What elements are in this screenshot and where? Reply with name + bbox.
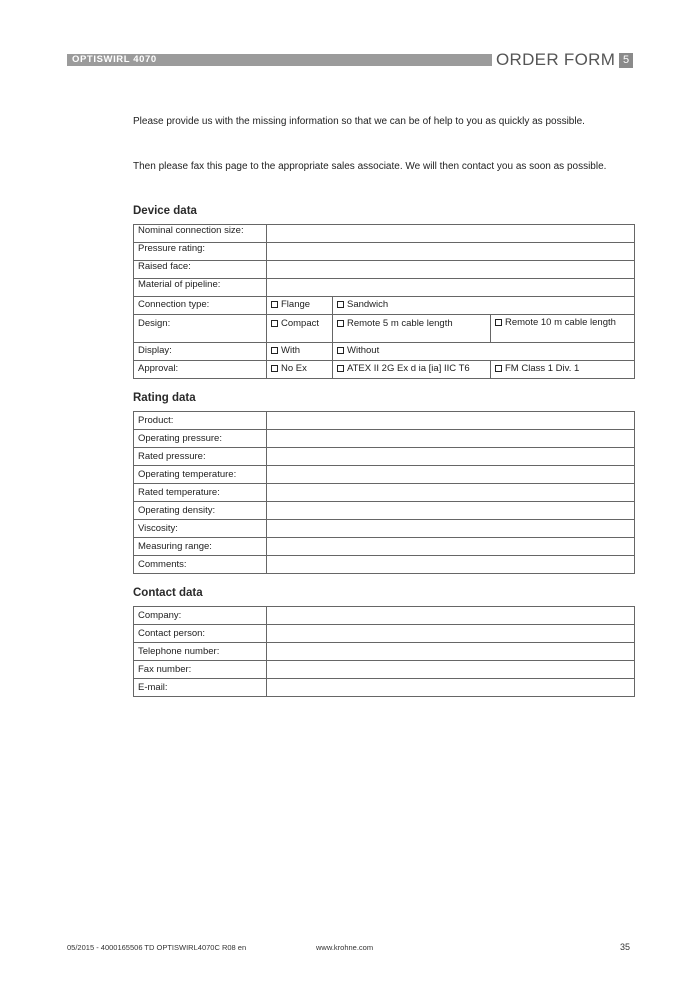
table-row: [134, 261, 635, 279]
table-row: [134, 556, 635, 574]
page-title: ORDER FORM: [496, 50, 616, 69]
telephone-field[interactable]: [267, 643, 635, 661]
material-field[interactable]: [267, 279, 635, 297]
company-label: Company:: [134, 607, 267, 625]
email-label: E-mail:: [134, 679, 267, 697]
connection-type-label: Connection type:: [134, 297, 267, 315]
table-row: [134, 466, 635, 484]
option-remote-5m[interactable]: Remote 5 m cable length: [333, 315, 491, 343]
option-with[interactable]: With: [267, 343, 333, 361]
email-field[interactable]: [267, 679, 635, 697]
contact-data-heading: Contact data: [133, 587, 203, 599]
company-field[interactable]: [267, 607, 635, 625]
intro-paragraph-2: Then please fax this page to the appropriate sales associate. We will then contact you as soon as possible.: [133, 161, 607, 172]
table-row: [134, 520, 635, 538]
table-row: [134, 279, 635, 297]
rated-temperature-field[interactable]: [267, 484, 635, 502]
device-data-heading: Device data: [133, 205, 197, 217]
comments-label: Comments:: [134, 556, 267, 574]
table-row: [134, 361, 635, 379]
table-row: [134, 643, 635, 661]
comments-field[interactable]: [267, 556, 635, 574]
table-row: [134, 430, 635, 448]
fax-field[interactable]: [267, 661, 635, 679]
operating-density-field[interactable]: [267, 502, 635, 520]
checkbox-icon[interactable]: [271, 320, 278, 327]
pressure-rating-field[interactable]: [267, 243, 635, 261]
checkbox-icon[interactable]: [495, 365, 502, 372]
table-row: [134, 625, 635, 643]
contact-data-table: [133, 606, 635, 697]
option-flange[interactable]: Flange: [267, 297, 333, 315]
nominal-size-field[interactable]: [267, 225, 635, 243]
rating-data-table: [133, 411, 635, 574]
table-row: [134, 484, 635, 502]
operating-temperature-label: Operating temperature:: [134, 466, 267, 484]
option-atex[interactable]: ATEX II 2G Ex d ia [ia] IIC T6: [333, 361, 491, 379]
table-row: [134, 661, 635, 679]
intro-paragraph-1: Please provide us with the missing information so that we can be of help to you as quickly as possible.: [133, 116, 585, 127]
rated-pressure-label: Rated pressure:: [134, 448, 267, 466]
raised-face-label: Raised face:: [134, 261, 267, 279]
display-label: Display:: [134, 343, 267, 361]
checkbox-icon[interactable]: [337, 320, 344, 327]
rated-temperature-label: Rated temperature:: [134, 484, 267, 502]
option-remote-10m[interactable]: Remote 10 m cable length: [491, 315, 635, 343]
rated-pressure-field[interactable]: [267, 448, 635, 466]
measuring-range-label: Measuring range:: [134, 538, 267, 556]
table-row: [134, 243, 635, 261]
page-number: 35: [620, 942, 631, 952]
design-label: Design:: [134, 315, 267, 343]
viscosity-label: Viscosity:: [134, 520, 267, 538]
material-label: Material of pipeline:: [134, 279, 267, 297]
nominal-size-label: Nominal connection size:: [134, 225, 267, 243]
telephone-label: Telephone number:: [134, 643, 267, 661]
table-row: [134, 538, 635, 556]
operating-pressure-field[interactable]: [267, 430, 635, 448]
table-row: [134, 225, 635, 243]
footer-doc-id: 05/2015 - 4000165506 TD OPTISWIRL4070C R08 en: [67, 943, 247, 952]
checkbox-icon[interactable]: [271, 365, 278, 372]
checkbox-icon[interactable]: [495, 319, 502, 326]
operating-pressure-label: Operating pressure:: [134, 430, 267, 448]
table-row: [134, 412, 635, 430]
fax-label: Fax number:: [134, 661, 267, 679]
option-no-ex[interactable]: No Ex: [267, 361, 333, 379]
table-row: [134, 679, 635, 697]
table-row: [134, 343, 635, 361]
pressure-rating-label: Pressure rating:: [134, 243, 267, 261]
checkbox-icon[interactable]: [337, 301, 344, 308]
contact-person-label: Contact person:: [134, 625, 267, 643]
table-row: [134, 607, 635, 625]
measuring-range-field[interactable]: [267, 538, 635, 556]
table-row: [134, 315, 635, 343]
product-name: OPTISWIRL 4070: [72, 54, 157, 65]
option-fm[interactable]: FM Class 1 Div. 1: [491, 361, 635, 379]
checkbox-icon[interactable]: [337, 347, 344, 354]
product-label: Product:: [134, 412, 267, 430]
option-without[interactable]: Without: [333, 343, 635, 361]
table-row: [134, 448, 635, 466]
operating-density-label: Operating density:: [134, 502, 267, 520]
checkbox-icon[interactable]: [271, 347, 278, 354]
chapter-badge: 5: [619, 53, 633, 68]
raised-face-field[interactable]: [267, 261, 635, 279]
table-row: [134, 297, 635, 315]
option-sandwich[interactable]: Sandwich: [333, 297, 635, 315]
footer-website[interactable]: www.krohne.com: [316, 943, 374, 952]
option-compact[interactable]: Compact: [267, 315, 333, 343]
viscosity-field[interactable]: [267, 520, 635, 538]
contact-person-field[interactable]: [267, 625, 635, 643]
table-row: [134, 502, 635, 520]
approval-label: Approval:: [134, 361, 267, 379]
checkbox-icon[interactable]: [271, 301, 278, 308]
product-field[interactable]: [267, 412, 635, 430]
device-data-table: [133, 224, 635, 379]
checkbox-icon[interactable]: [337, 365, 344, 372]
rating-data-heading: Rating data: [133, 392, 196, 404]
operating-temperature-field[interactable]: [267, 466, 635, 484]
